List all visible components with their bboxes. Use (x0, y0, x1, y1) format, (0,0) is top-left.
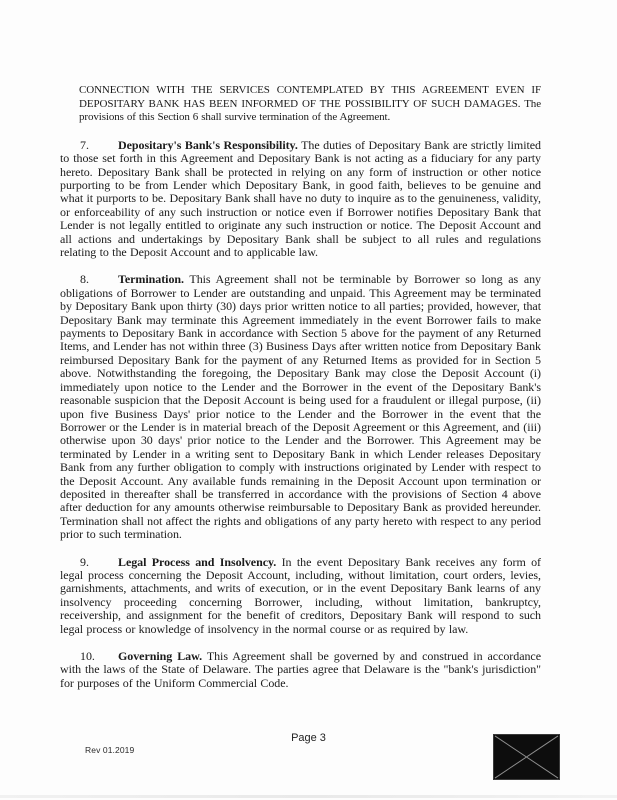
section-number: 8. (80, 272, 89, 287)
section-number: 9. (80, 554, 89, 569)
section-9-legal-process-and-insolvency (60, 556, 541, 636)
broken-image-x-icon (494, 735, 559, 779)
section-10-governing-law (60, 650, 541, 690)
section-7-depositary-banks-responsibility (60, 139, 541, 260)
section-title: Legal Process and Insolvency. (118, 554, 277, 569)
section-8-termination (60, 273, 541, 541)
section-body: In the event Depositary Bank receives any form of legal process concerning the Deposit Account, including, without limitation, court orders, levies, garnishments, attachments, and writs of execution, or in the event Depositary Bank learns of any insolvency proceeding concerning Borrower, including, without limitation, bankruptcy, receivership, and assignment for the benefit of creditors, Depositary Bank will respond to such legal process or knowledge of insolvency in the normal course or as required by law. (60, 554, 541, 636)
section-number: 10. (80, 649, 95, 663)
scan-edge-artifact (0, 795, 617, 798)
section-number: 7. (80, 137, 89, 152)
section-title: Termination. (118, 272, 184, 287)
revision-label: Rev 01.2019 (85, 745, 135, 755)
section-body: The duties of Depositary Bank are strictly limited to those set forth in this Agreement and Depositary Bank is not acting as a fiduciary for any party hereto. Depositary Bank shall be protected in relying on any form of instruction or other notice purporting to be from Lender which Depositary Bank, in good faith, believes to be genuine and what it purports to be. Depositary Bank shall have no duty to inquire as to the genuineness, validity, or enforceability of any such instruction or notice even if Borrower notifies Depositary Bank that Lender is not legally entitled to originate any such instruction or notice. The Deposit Account and all actions and undertakings by Depositary Bank shall be subject to all rules and regulations relating to the Deposit Account and to applicable law. (60, 137, 541, 260)
missing-image-placeholder (493, 734, 560, 780)
section-body: This Agreement shall be governed by and construed in accordance with the laws of the State of Delaware. The parties agree that Delaware is the "bank's jurisdiction" for purposes of the Uniform Commercial Code. (60, 649, 541, 690)
page-number-label: Page 3 (291, 732, 326, 744)
section-title: Depositary's Bank's Responsibility. (118, 137, 298, 152)
continuation-paragraph: CONNECTION WITH THE SERVICES CONTEMPLATED BY THIS AGREEMENT EVEN IF DEPOSITARY BANK HAS BEEN INFORMED OF THE POSSIBILITY OF SUCH DAMAGES. The provisions of this Section 6 shall survive termination of the Agreement. (79, 84, 541, 124)
section-title: Governing Law. (118, 649, 203, 663)
document-page-body (60, 84, 541, 704)
section-body: This Agreement shall not be terminable by Borrower so long as any obligations of Borrower to Lender are outstanding and unpaid. This Agreement may be terminated by Depositary Bank upon thirty (30) days prior written notice to all parties; provided, however, that Depositary Bank may terminate this Agreement immediately in the event Borrower fails to make payments to Depositary Bank in accordance with Section 5 above for the payment of any Returned Items, and Lender has not within three (3) Business Days after written notice from Depositary Bank reimbursed Depositary Bank for the payment of any Returned Items as provided for in Section 5 above. Notwithstanding the foregoing, the Depositary Bank may close the Deposit Account (i) immediately upon notice to the Lender and the Borrower in the event of the Depositary Bank's reasonable suspicion that the Deposit Account is being used for a fraudulent or illegal purpose, (ii) upon five Business Days' prior notice to the Lender and the Borrower in the event that the Borrower or the Lender is in material breach of the Deposit Agreement or this Agreement, and (iii) otherwise upon 30 days' prior notice to the Lender and the Borrower. This Agreement may be terminated by Lender in a writing sent to Depositary Bank in which Lender releases Depositary Bank from any further obligation to comply with instructions originated by Lender with respect to the Deposit Account. Any available funds remaining in the Deposit Account upon termination or deposited in thereafter shall be transferred in accordance with the provisions of Section 4 above after deduction for any amounts otherwise reimbursable to Depositary Bank as provided hereunder. Termination shall not affect the rights and obligations of any party hereto with respect to any period prior to such termination. (60, 272, 541, 542)
